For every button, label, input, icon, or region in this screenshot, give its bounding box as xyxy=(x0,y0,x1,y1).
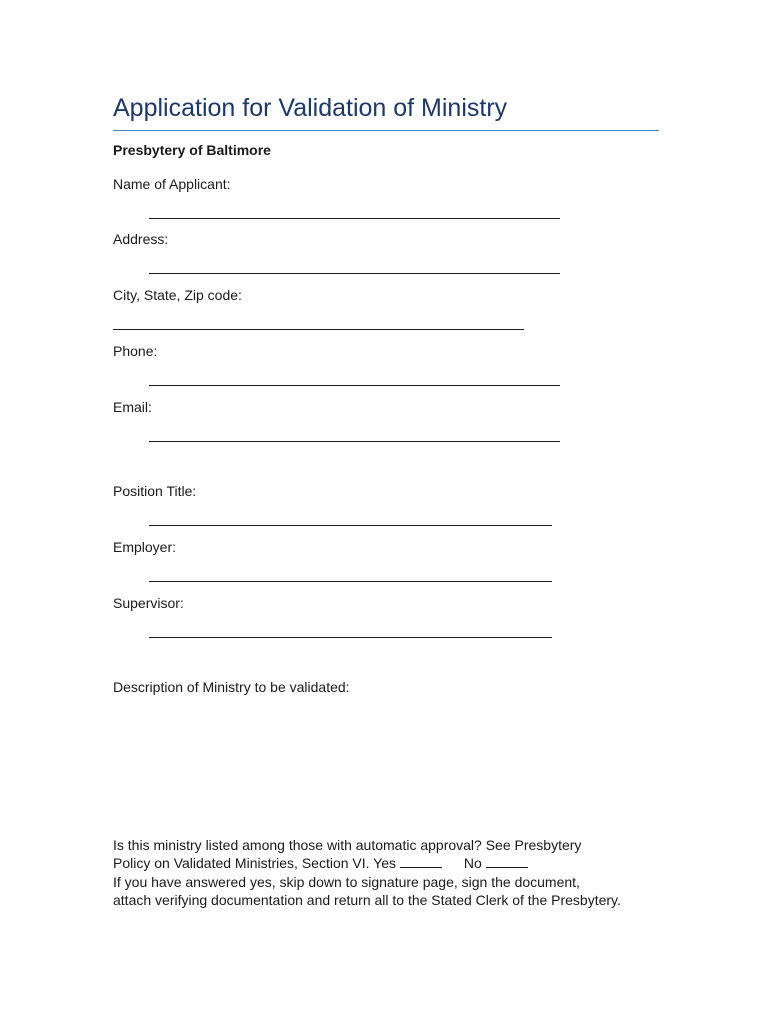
no-label: No xyxy=(463,855,486,871)
approval-question-text: Policy on Validated Ministries, Section VI. Yes xyxy=(113,855,400,871)
instruction-line-1: If you have answered yes, skip down to signature page, sign the document, xyxy=(113,874,580,890)
city-state-zip-field[interactable] xyxy=(113,329,524,330)
name-label: Name of Applicant: xyxy=(113,176,231,192)
approval-question-line-1: Is this ministry listed among those with automatic approval? See Presbytery xyxy=(113,837,582,853)
no-blank[interactable] xyxy=(486,855,528,868)
employer-label: Employer: xyxy=(113,539,177,555)
approval-question-line-2 xyxy=(113,854,528,872)
email-field[interactable] xyxy=(149,441,560,442)
email-label: Email: xyxy=(113,399,152,415)
address-field[interactable] xyxy=(149,273,560,274)
city-state-zip-label: City, State, Zip code: xyxy=(113,287,242,303)
phone-label: Phone: xyxy=(113,343,158,359)
instruction-line-2: attach verifying documentation and return all to the Stated Clerk of the Presbytery. xyxy=(113,892,621,908)
address-label: Address: xyxy=(113,231,169,247)
position-title-label: Position Title: xyxy=(113,483,197,499)
phone-field[interactable] xyxy=(149,385,560,386)
page-title: Application for Validation of Ministry xyxy=(113,94,508,122)
organization-name: Presbytery of Baltimore xyxy=(113,142,271,158)
employer-field[interactable] xyxy=(149,581,552,582)
supervisor-label: Supervisor: xyxy=(113,595,184,611)
description-label: Description of Ministry to be validated: xyxy=(113,679,350,695)
name-field[interactable] xyxy=(149,218,560,219)
position-title-field[interactable] xyxy=(149,525,552,526)
supervisor-field[interactable] xyxy=(149,637,552,638)
title-divider xyxy=(113,130,659,131)
yes-blank[interactable] xyxy=(400,855,442,868)
